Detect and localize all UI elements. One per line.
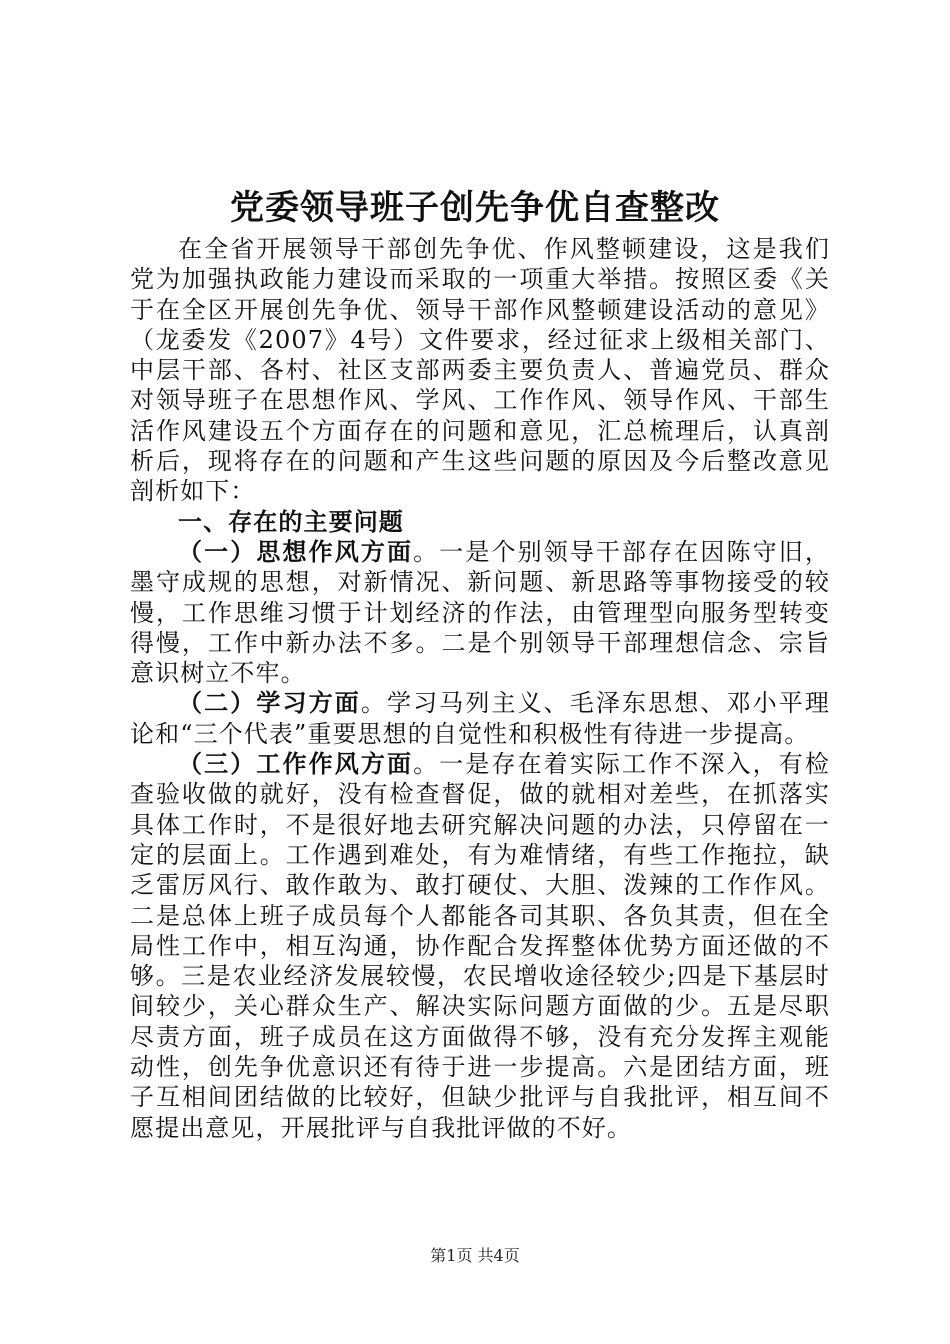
document-body [130,234,830,1143]
item-paragraph-thought [130,537,830,688]
item-text: 。一是个别领导干部存在因陈守旧，墨守成规的思想，对新情况、新问题、新思路等事物接受的较慢，工作思维习惯于计划经济的作法，由管理型向服务型转变得慢，工作中新办法不多。二是个别领导干部理想信念、宗旨意识树立不牢。 [130,537,830,688]
item-paragraph-work [130,749,830,1143]
item-text: 。学习马列主义、毛泽东思想、邓小平理论和“三个代表”重要思想的自觉性和积极性有待进一步提高。 [130,689,830,748]
item-text: 。一是存在着实际工作不深入，有检查验收做的就好，没有检查督促，做的就相对差些，在抓落实具体工作时，不是很好地去研究解决问题的办法，只停留在一定的层面上。工作遇到难处，有为难情绪，有些工作拖拉，缺乏雷厉风行、敢作敢为、敢打硬仗、大胆、泼辣的工作作风。二是总体上班子成员每个人都能各司其职、各负其责，但在全局性工作中，相互沟通，协作配合发挥整体优势方面还做的不够。三是农业经济发展较慢，农民增收途径较少;四是下基层时间较少，关心群众生产、解决实际问题方面做的少。五是尽职尽责方面，班子成员在这方面做得不够，没有充分发挥主观能动性，创先争优意识还有待于进一步提高。六是团结方面，班子互相间团结做的比较好，但缺少批评与自我批评，相互间不愿提出意见，开展批评与自我批评做的不好。 [130,750,830,1142]
document-title: 党委领导班子创先争优自查整改 [230,188,720,228]
item-lead: （二）学习方面 [178,689,361,718]
intro-paragraph: 在全省开展领导干部创先争优、作风整顿建设，这是我们党为加强执政能力建设而采取的一项重大举措。按照区委《关于在全区开展创先争优、领导干部作风整顿建设活动的意见》（龙委发《2007》4号）文件要求，经过征求上级相关部门、中层干部、各村、社区支部两委主要负责人、普遍党员、群众对领导班子在思想作风、学风、工作作风、领导作风、干部生活作风建设五个方面存在的问题和意见，汇总梳理后，认真剖析后，现将存在的问题和产生这些问题的原因及今后整改意见剖析如下： [130,235,830,506]
page-number: 第1页 共4页 [430,1246,520,1265]
item-lead: （一）思想作风方面 [178,537,414,566]
item-lead: （三）工作作风方面 [178,750,414,779]
item-paragraph-study [130,688,830,749]
section-heading: 一、存在的主要问题 [178,507,404,536]
